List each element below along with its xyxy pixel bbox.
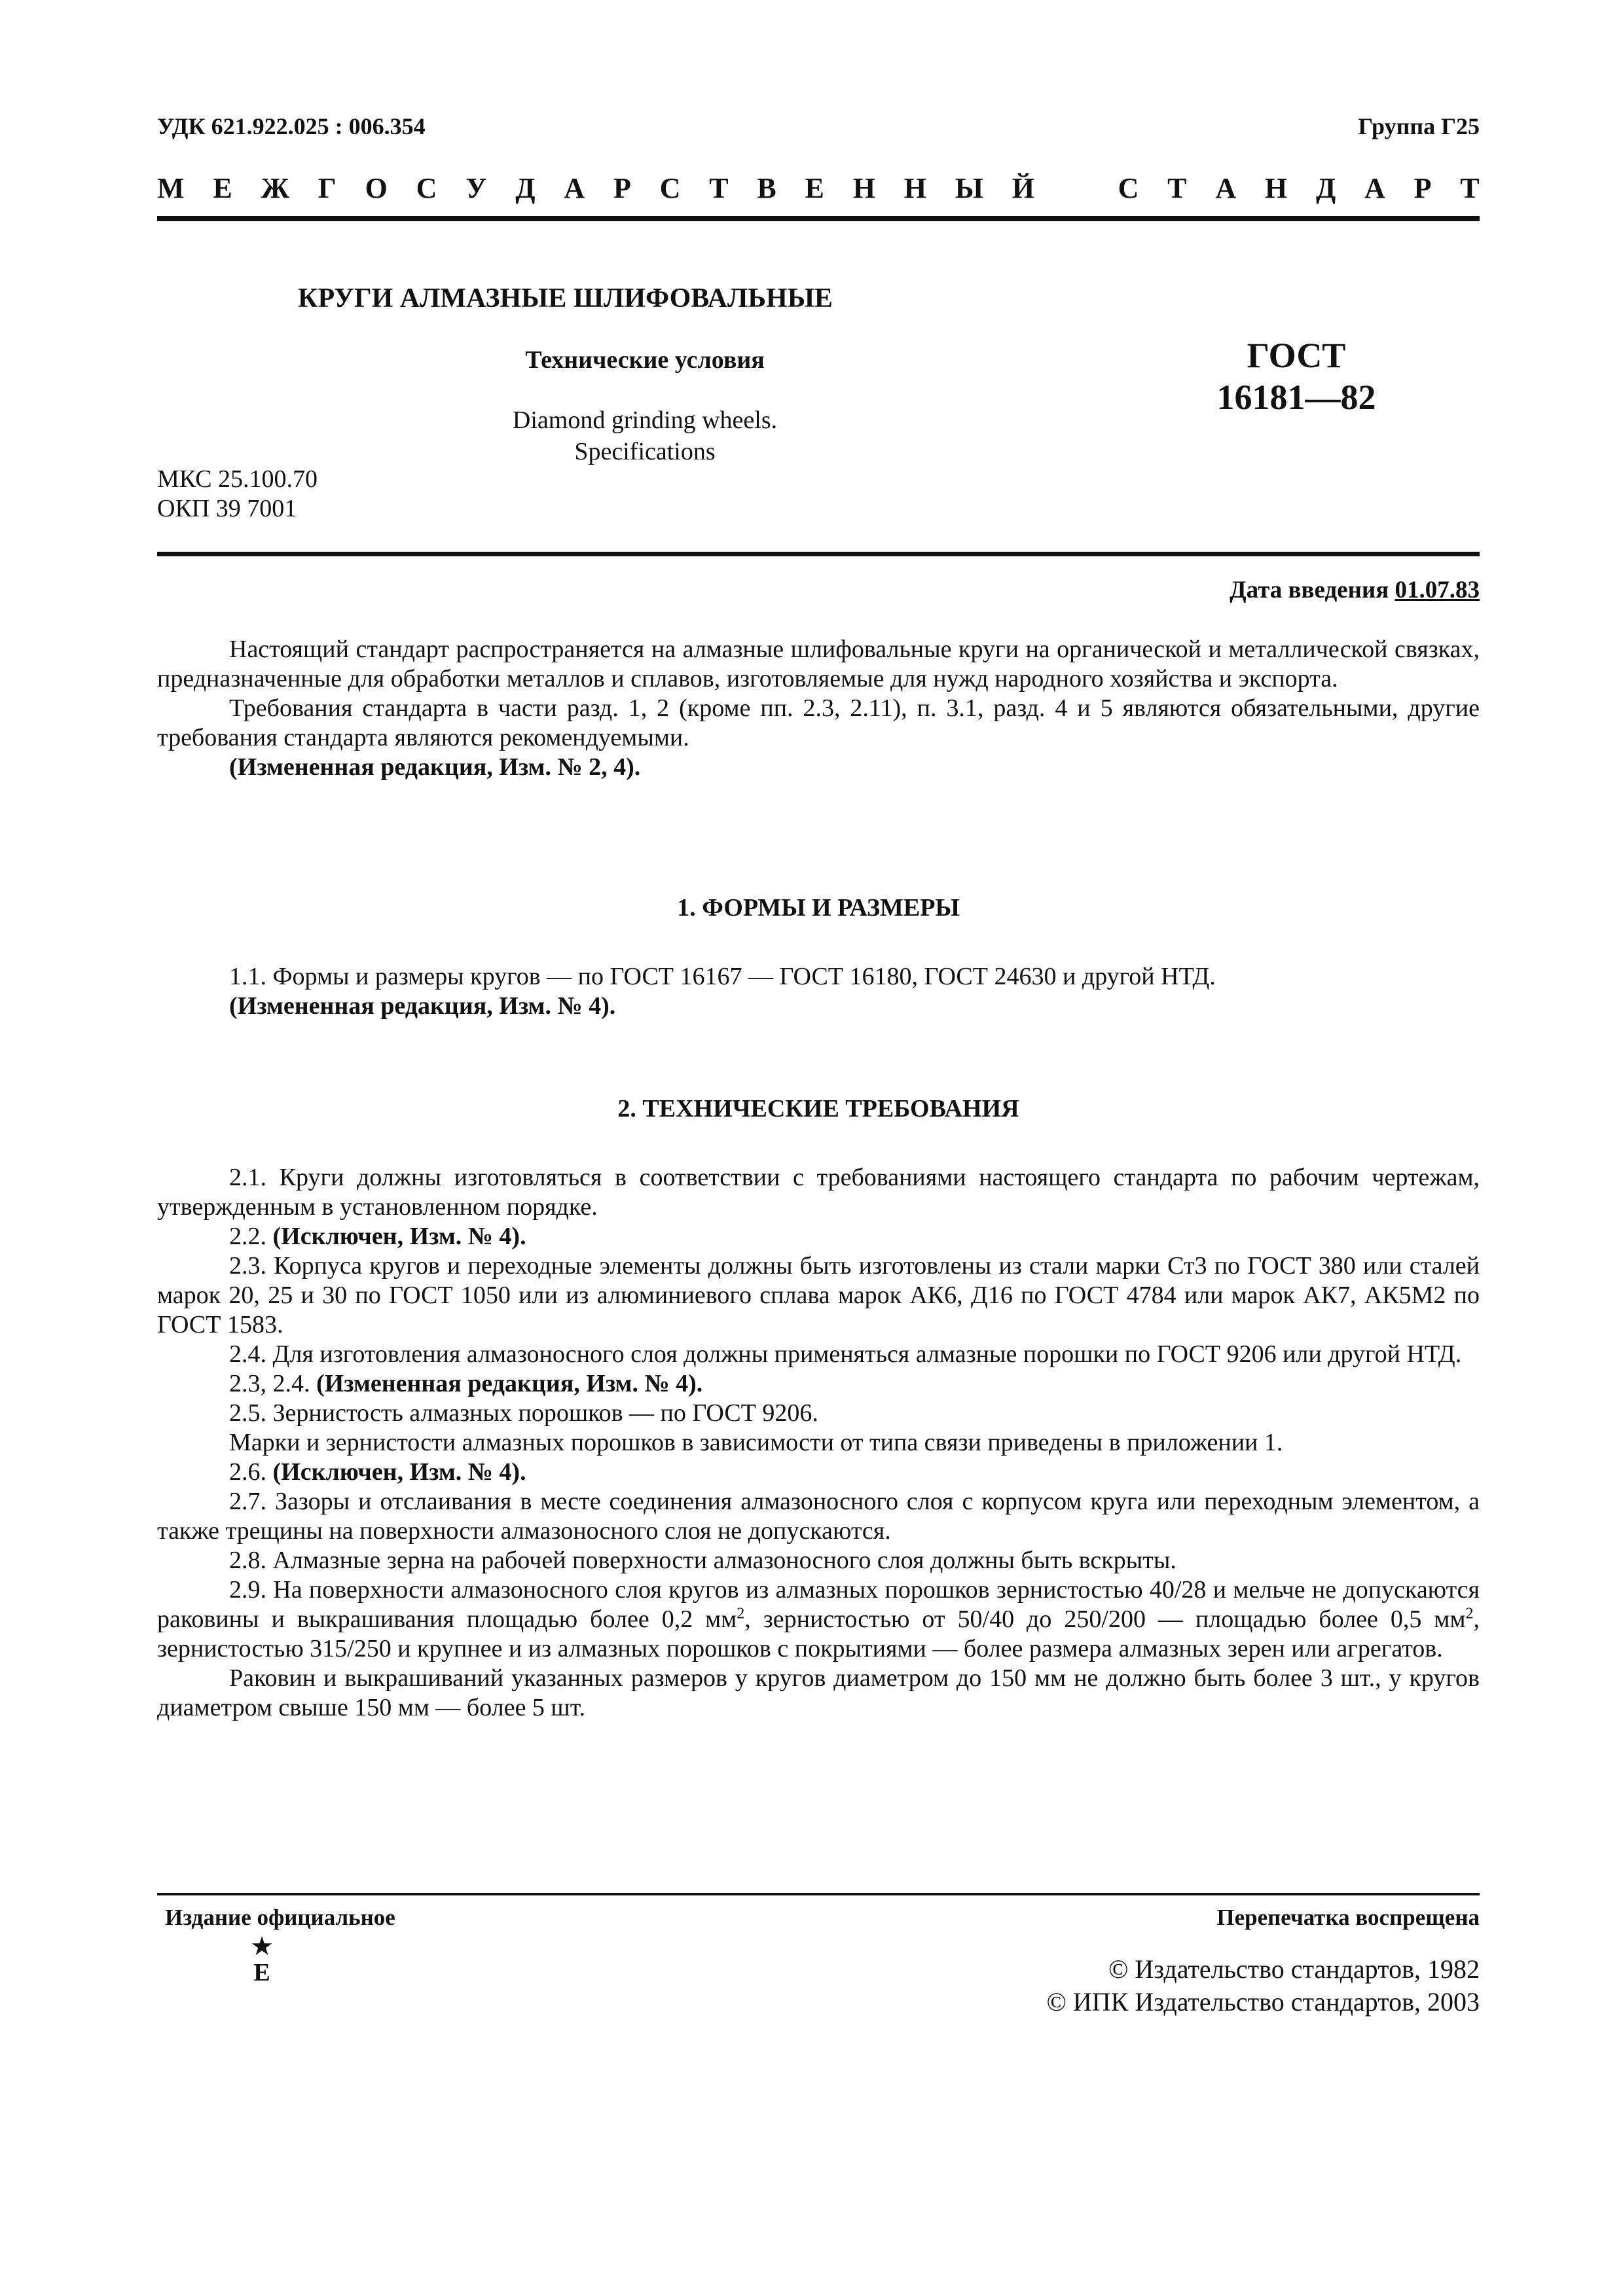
banner-letter: Ж [261,172,289,204]
udk-code: УДК 621.922.025 : 006.354 [157,113,426,139]
superscript-2: 2 [1465,1605,1474,1623]
clause-2-2-number: 2.2. [229,1223,273,1250]
banner-letter: Н [1264,172,1288,204]
banner-letter: В [757,172,776,204]
banner-letter: О [365,172,388,204]
banner-letter: А [1215,172,1237,204]
edition-letter: Е [253,1959,270,1986]
clause-2-3-2-4-number: 2.3, 2.4. [229,1370,316,1397]
clause-2-5: 2.5. Зернистость алмазных порошков — по ГОСТ 9206. [229,1399,818,1427]
intro-paragraph-1: Настоящий стандарт распространяется на алмазные шлифовальные круги на органической и металлической связках, предназначенные для обработки металлов и сплавов, изготовляемые для нужд народного хозяйства и экспорта. [157,636,1480,692]
introduction-date-label: Дата введения [1230,577,1395,603]
clause-2-3-2-4-amendment [157,1369,1480,1399]
gost-label: ГОСТ [1247,336,1346,375]
title-rule [157,552,1480,556]
intro-paragraph-2: Требования стандарта в части разд. 1, 2 (кроме пп. 2.3, 2.11), п. 3.1, разд. 4 и 5 являются обязательными, другие требования стандарта являются рекомендуемыми. [157,694,1480,751]
interstate-standard-banner [157,171,1480,205]
banner-letter: Г [318,172,337,204]
banner-letter: Р [1413,172,1432,204]
reprint-prohibited-label: Перепечатка воспрещена [1216,1905,1480,1930]
section-2-block [157,1163,1480,1723]
clause-2-9-part-a: 2.9. На поверхности алмазоносного слоя кругов из алмазных порошков зернистостью 40/28 и мельче не допускаются раковины и выкрашивания площадью более 0,2 мм [157,1576,1480,1633]
clause-2-1: 2.1. Круги должны изготовляться в соответствии с требованиями настоящего стандарта по рабочим чертежам, утвержденным в установленном порядке. [157,1164,1480,1221]
clause-2-5-note: Марки и зернистости алмазных порошков в зависимости от типа связи приведены в приложении 1. [229,1429,1283,1456]
copyright-2003: © ИПК Издательство стандартов, 2003 [1046,1987,1480,2017]
clause-2-6 [157,1458,1480,1487]
document-subtitle: Технические условия [525,346,765,374]
banner-letter: Д [515,172,536,204]
section-1-block [157,962,1480,1021]
banner-letter: С [1118,172,1139,204]
clause-2-3: 2.3. Корпуса кругов и переходные элементы должны быть изготовлены из стали марки Ст3 по ГОСТ 380 или сталей марок 20, 25 и 30 по ГОСТ 1050 или из алюминиевого сплава марок АК6, Д16 по ГОСТ 4784 или марок АК7, АК5М2 по ГОСТ 1583. [157,1252,1480,1338]
document-page [157,0,1480,2296]
banner-letter: Т [1460,172,1480,204]
banner-letter: Е [805,172,824,204]
clause-2-3-2-4-note: (Измененная редакция, Изм. № 4). [316,1370,703,1397]
banner-letter: А [1364,172,1385,204]
english-title-line2: Specifications [574,438,716,465]
banner-letter: Й [1012,172,1034,204]
clause-2-8: 2.8. Алмазные зерна на рабочей поверхности алмазоносного слоя должны быть вскрыты. [229,1547,1176,1574]
gost-number: 16181—82 [1216,378,1376,417]
clause-1-1: 1.1. Формы и размеры кругов — по ГОСТ 16167 — ГОСТ 16180, ГОСТ 24630 и другой НТД. [229,963,1216,990]
banner-letter [1063,171,1089,205]
banner-letter: У [465,172,487,204]
header-rule [157,216,1480,221]
banner-letter: С [659,172,681,204]
clause-2-9-part-c: , зернистостью 315/250 и крупнее и из алмазных порошков с покрытиями — более размера алмазных зерен или агрегатов. [157,1605,1480,1662]
star-icon: ★ [250,1931,274,1961]
official-edition-label: Издание официальное [165,1905,395,1930]
clause-2-4: 2.4. Для изготовления алмазоносного слоя должны применяться алмазные порошки по ГОСТ 9206 или другой НТД. [229,1340,1462,1368]
intro-amendment-note: (Измененная редакция, Изм. № 2, 4). [229,753,641,781]
banner-letter: Р [613,172,631,204]
section-2-title: 2. ТЕХНИЧЕСКИЕ ТРЕБОВАНИЯ [617,1095,1019,1122]
banner-letter: А [564,172,585,204]
clause-1-1-amendment: (Измененная редакция, Изм. № 4). [229,992,616,1020]
document-title: КРУГИ АЛМАЗНЫЕ ШЛИФОВАЛЬНЫЕ [298,283,833,314]
clause-2-6-number: 2.6. [229,1458,273,1486]
banner-letter: Ы [955,172,983,204]
banner-letter: Д [1315,172,1336,204]
english-title-line1: Diamond grinding wheels. [512,406,778,434]
clause-2-6-excluded: (Исключен, Изм. № 4). [272,1458,526,1486]
okp-code: ОКП 39 7001 [157,495,297,522]
introduction-date-value: 01.07.83 [1395,577,1480,603]
banner-letter: Н [903,172,926,204]
intro-block [157,635,1480,782]
clause-2-9-note: Раковин и выкрашиваний указанных размеров у кругов диаметром до 150 мм не должно быть более 3 шт., у кругов диаметром свыше 150 мм — более 5 шт. [157,1664,1480,1721]
clause-2-7: 2.7. Зазоры и отслаивания в месте соединения алмазоносного слоя с корпусом круга или переходным элементом, а также трещины на поверхности алмазоносного слоя не допускаются. [157,1488,1480,1545]
clause-2-2 [157,1222,1480,1251]
mks-code: МКС 25.100.70 [157,465,318,493]
superscript-2: 2 [737,1605,745,1623]
introduction-date [1230,576,1480,604]
banner-letter: Н [852,172,875,204]
clause-2-9 [157,1575,1480,1664]
banner-letter: Е [213,172,232,204]
group-code: Группа Г25 [1358,113,1480,139]
copyright-1982: © Издательство стандартов, 1982 [1108,1954,1480,1984]
banner-letter: М [157,172,185,204]
banner-letter: С [416,172,437,204]
section-1-title: 1. ФОРМЫ И РАЗМЕРЫ [677,894,960,922]
clause-2-9-part-b: , зернистостью от 50/40 до 250/200 — площадью более 0,5 мм [744,1605,1466,1633]
clause-2-2-excluded: (Исключен, Изм. № 4). [272,1223,526,1250]
footer-rule [157,1893,1480,1895]
banner-letter: Т [709,172,729,204]
banner-letter: Т [1167,172,1187,204]
